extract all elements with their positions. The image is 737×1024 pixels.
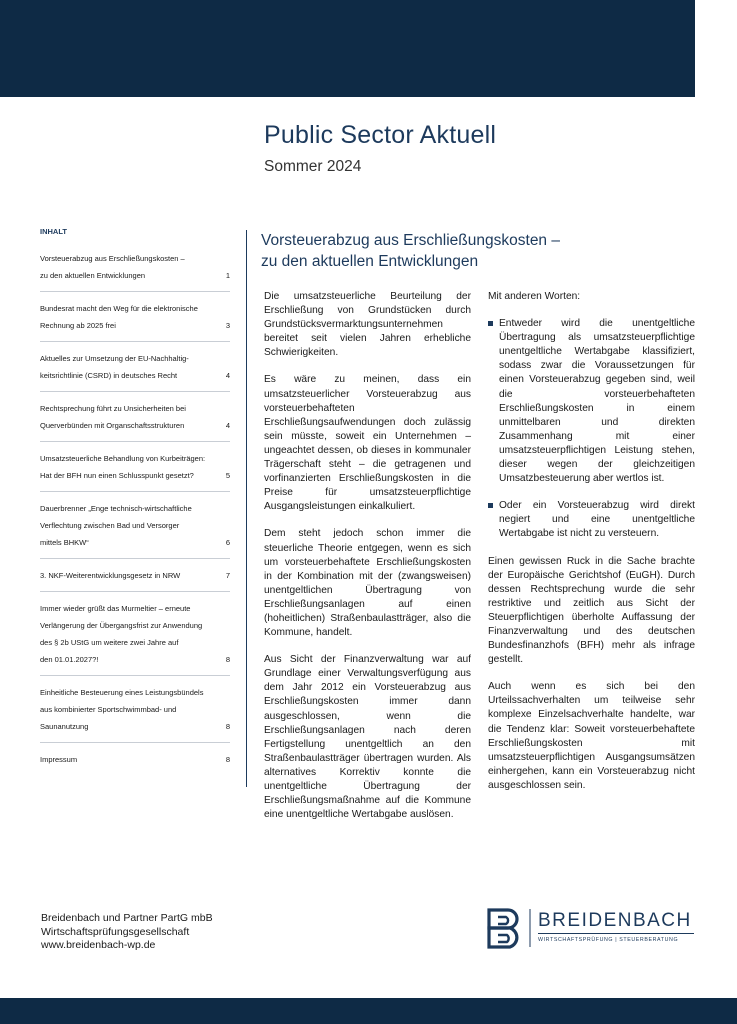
bullet-text: Entweder wird die unentgeltliche Übertragung als umsatzsteuerpflichtige unentgeltliche Wertabgabe klassifiziert, sodass zwar die Voraussetzungen für einen Vorsteuerabzug gegeben sind, weil die vorsteuerbehafteten Erschließungskosten in einem unmittelbaren und direkten Zusammenhang mit einer umsatzsteuerpflichtigen Leistung stehen, dieser wegen der gleichzeitigen Umsatzbesteuerung aber wertlos ist. — [499, 318, 695, 485]
toc-page-number: 7 — [225, 571, 230, 580]
publication-edition: Sommer 2024 — [264, 158, 362, 175]
toc-entry-title-line: Dauerbrenner „Enge technisch-wirtschaftliche — [40, 504, 192, 513]
bullet-list — [488, 317, 695, 541]
toc-page-number: 8 — [225, 655, 230, 664]
article-title-line: zu den aktuellen Entwicklungen — [261, 253, 479, 270]
toc-entry-title-line: des § 2b UStG um weitere zwei Jahre auf — [40, 638, 179, 647]
toc-entry-title-line: Vorsteuerabzug aus Erschließungskosten – — [40, 254, 185, 263]
company-name: Breidenbach und Partner PartG mbB — [41, 912, 213, 924]
article-paragraph: Die umsatzsteuerliche Beurteilung der Erschließung von Grundstücken durch Grundstücksvermarktungsunternehmen bereitet seit vielen Jahren erhebliche Schwierigkeiten. — [264, 291, 471, 359]
logo-tagline: WIRTSCHAFTSPRÜFUNG | STEUERBERATUNG — [538, 937, 679, 943]
toc-entry-title-line: 3. NKF-Weiterentwicklungsgesetz in NRW — [40, 571, 181, 580]
toc-page-number: 5 — [225, 471, 230, 480]
article-paragraph: Es wäre zu meinen, dass ein umsatzsteuerlicher Vorsteuerabzug aus vorsteuerbehafteten Erschließungsaufwendungen doch zulässig sein müsste, soweit ein Unternehmen – ungeachtet dessen, ob dieses in kommunaler Trägerschaft steht – die getragenen und vorfinanzierten Erschließungskosten in die Preise für umsatzsteuerpflichtige Ausgangsleistungen einkalkuliert. — [264, 374, 471, 513]
toc-entry-title-line: Saunanutzung — [40, 722, 89, 731]
toc-page-number: 6 — [225, 538, 230, 547]
toc-page-number: 4 — [225, 371, 230, 380]
toc-entry-title-line: Rechnung ab 2025 frei — [40, 321, 116, 330]
toc-entry[interactable] — [40, 684, 230, 743]
toc-entry-title-line: zu den aktuellen Entwicklungen — [40, 271, 146, 280]
toc-page-number: 3 — [225, 321, 230, 330]
article-column-right — [488, 290, 695, 806]
toc-entry-title-line: Verlängerung der Übergangsfrist zur Anwendung — [40, 621, 203, 630]
bullet-item — [488, 499, 695, 541]
toc-entry[interactable] — [40, 751, 230, 775]
toc-entry-title-line: Aktuelles zur Umsetzung der EU-Nachhaltig- — [40, 354, 189, 363]
article-title-line: Vorsteuerabzug aus Erschließungskosten – — [261, 232, 560, 249]
article-paragraph: Auch wenn es sich bei den Urteilssachverhalten um teilweise sehr komplexe Einzelsachverhalte handelte, war die Tendenz klar: Soweit vorsteuerbehaftete Erschließungskosten mit umsatzsteuerpflichtigen Ausgangsumsätzen einhergehen, kann ein Vorsteuerabzug nicht ausgeschlossen sein. — [488, 681, 695, 791]
toc-entry-title-line: Rechtsprechung führt zu Unsicherheiten bei — [40, 404, 186, 413]
toc-entry[interactable] — [40, 567, 230, 592]
company-website: www.breidenbach-wp.de — [41, 939, 156, 951]
toc-entry-title-line: keitsrichtlinie (CSRD) in deutsches Recht — [40, 371, 178, 380]
toc-page-number: 8 — [225, 722, 230, 731]
table-of-contents — [40, 227, 230, 783]
toc-page-number: 1 — [225, 271, 230, 280]
toc-entry[interactable] — [40, 500, 230, 559]
toc-entry-title-line: Hat der BFH nun einen Schlusspunkt gesetzt? — [40, 471, 194, 480]
article-paragraph: Mit anderen Worten: — [488, 291, 581, 302]
toc-entry[interactable] — [40, 250, 230, 292]
square-bullet-icon — [488, 503, 493, 508]
toc-heading: INHALT — [40, 227, 67, 236]
logo-wordmark: BREIDENBACH — [538, 910, 692, 931]
toc-entry[interactable] — [40, 400, 230, 442]
square-bullet-icon — [488, 321, 493, 326]
toc-entry-title-line: den 01.01.2027?! — [40, 655, 99, 664]
toc-list — [40, 250, 230, 775]
toc-page-number: 8 — [225, 755, 230, 764]
toc-entry-title-line: Querverbünden mit Organschaftsstrukturen — [40, 421, 185, 430]
article-paragraph: Aus Sicht der Finanzverwaltung war auf Grundlage einer Verwaltungsverfügung aus dem Jahr 2012 ein Vorsteuerabzug aus Erschließungskosten immer dann ausgeschlossen, wenn die Erschließungsanlagen nach deren Fertigstellung unentgeltlich an den Straßenbaulastträger übertragen wurden. Als alternatives Korrektiv konnte die unentgeltliche Übertragung der Erschließungsmaßnahme auf die Kommune eine unentgeltliche Wertabgabe auslösen. — [264, 654, 471, 821]
toc-entry[interactable] — [40, 300, 230, 342]
logo-divider — [538, 933, 694, 934]
article-column-left — [264, 290, 471, 835]
company-type: Wirtschaftsprüfungsgesellschaft — [41, 925, 190, 938]
toc-entry-title-line: Bundesrat macht den Weg für die elektronische — [40, 304, 198, 313]
article-title — [261, 230, 681, 272]
toc-page-number: 4 — [225, 421, 230, 430]
toc-entry-title-line: Einheitliche Besteuerung eines Leistungsbündels — [40, 688, 204, 697]
toc-entry-title-line: aus kombinierter Sportschwimmbad- und — [40, 705, 177, 714]
column-divider — [246, 230, 247, 787]
toc-entry-title-line: Verflechtung zwischen Bad und Versorger — [40, 521, 180, 530]
toc-entry-title-line: Immer wieder grüßt das Murmeltier – erneute — [40, 604, 191, 613]
toc-entry-title-line: mittels BHKW“ — [40, 538, 89, 547]
toc-entry[interactable] — [40, 600, 230, 676]
article-paragraph: Einen gewissen Ruck in die Sache brachte der Europäische Gerichtshof (EuGH). Durch dessen Rechtsprechung wurde die sehr restriktive und zeitlich aus Sicht der Steuerpflichtigen überholte Auffassung der Finanzverwaltung und des deutschen Bundesfinanzhofs (BFH) mehr als infrage gestellt. — [488, 555, 695, 666]
toc-entry-title-line: Impressum — [40, 755, 78, 764]
article-paragraph: Dem steht jedoch schon immer die steuerliche Theorie entgegen, wenn es sich um vorsteuerbehaftete Erschließungskosten in der Kombination mit der (zwangsweisen) unentgeltlichen Übertragung von Erschließungsanlagen auf einen (hoheitlichen) Straßenbaulastträger, also die Kommune, handelt. — [264, 528, 471, 639]
top-banner — [0, 0, 695, 97]
publication-title: Public Sector Aktuell — [264, 121, 497, 149]
bullet-item — [488, 317, 695, 486]
toc-entry-title-line: Umsatzsteuerliche Behandlung von Kurbeiträgen: — [40, 454, 206, 463]
bullet-text: Oder ein Vorsteuerabzug wird direkt negiert und eine unentgeltliche Wertabgabe ist nicht zu versteuern. — [499, 500, 695, 540]
toc-entry[interactable] — [40, 450, 230, 492]
bottom-banner — [0, 998, 737, 1024]
company-address — [41, 912, 213, 953]
toc-entry[interactable] — [40, 350, 230, 392]
